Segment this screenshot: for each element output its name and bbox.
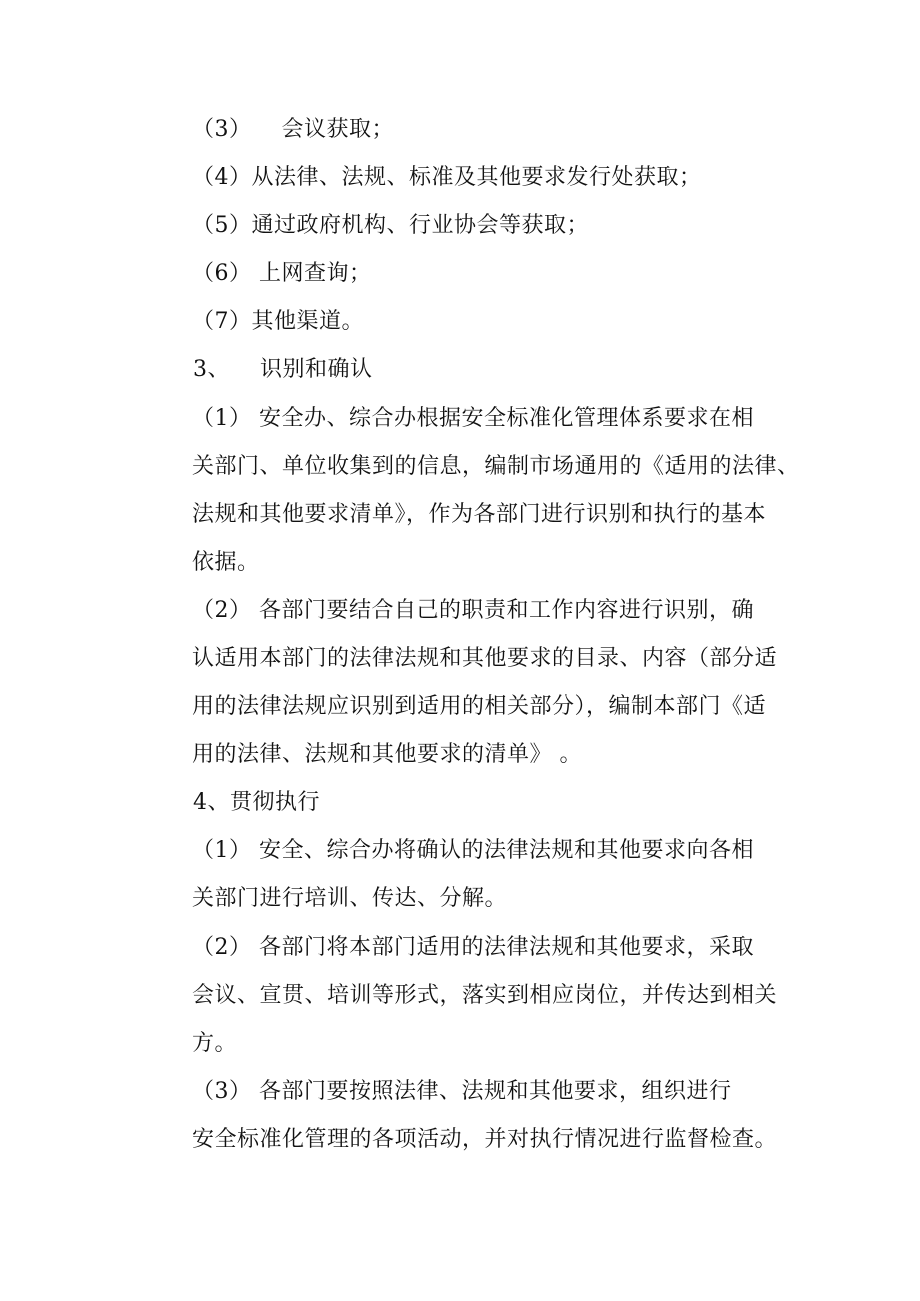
paragraph-line: 法规和其他要求清单》，作为各部门进行识别和执行的基本 [192,502,767,527]
list-item: （7）其他渠道。 [192,309,364,334]
section-heading: 4、贯彻执行 [193,790,320,815]
paragraph-line: 认适用本部门的法律法规和其他要求的目录、内容（部分适 [192,646,778,671]
paragraph-line: 安全标准化管理的各项活动，并对执行情况进行监督检查。 [192,1127,778,1152]
list-item: （6） 上网查询； [192,261,372,286]
paragraph-line: 用的法律、法规和其他要求的清单》 。 [192,742,582,767]
paragraph-line: （1） 安全办、综合办根据安全标准化管理体系要求在相 [192,406,754,431]
paragraph-line: （1） 安全、综合办将确认的法律法规和其他要求向各相 [192,838,754,863]
paragraph-line: 依据。 [192,550,260,575]
paragraph-line: 关部门、单位收集到的信息，编制市场通用的《适用的法律、 [192,454,800,479]
paragraph-line: （2） 各部门要结合自己的职责和工作内容进行识别，确 [192,598,754,623]
paragraph-line: 会议、宣贯、培训等形式，落实到相应岗位，并传达到相关 [192,983,778,1008]
paragraph-line: （3） 各部门要按照法律、法规和其他要求，组织进行 [192,1079,732,1104]
list-item: （3） 会议获取； [192,117,394,142]
list-item: （5）通过政府机构、行业协会等获取； [192,213,589,238]
list-item: （4）从法律、法规、标准及其他要求发行处获取； [192,165,702,190]
paragraph-line: 方。 [192,1031,238,1056]
section-heading: 3、 识别和确认 [193,357,373,382]
paragraph-line: 关部门进行培训、传达、分解。 [192,886,508,911]
paragraph-line: 用的法律法规应识别到适用的相关部分），编制本部门《适 [192,694,767,719]
paragraph-line: （2） 各部门将本部门适用的法律法规和其他要求，采取 [192,935,754,960]
